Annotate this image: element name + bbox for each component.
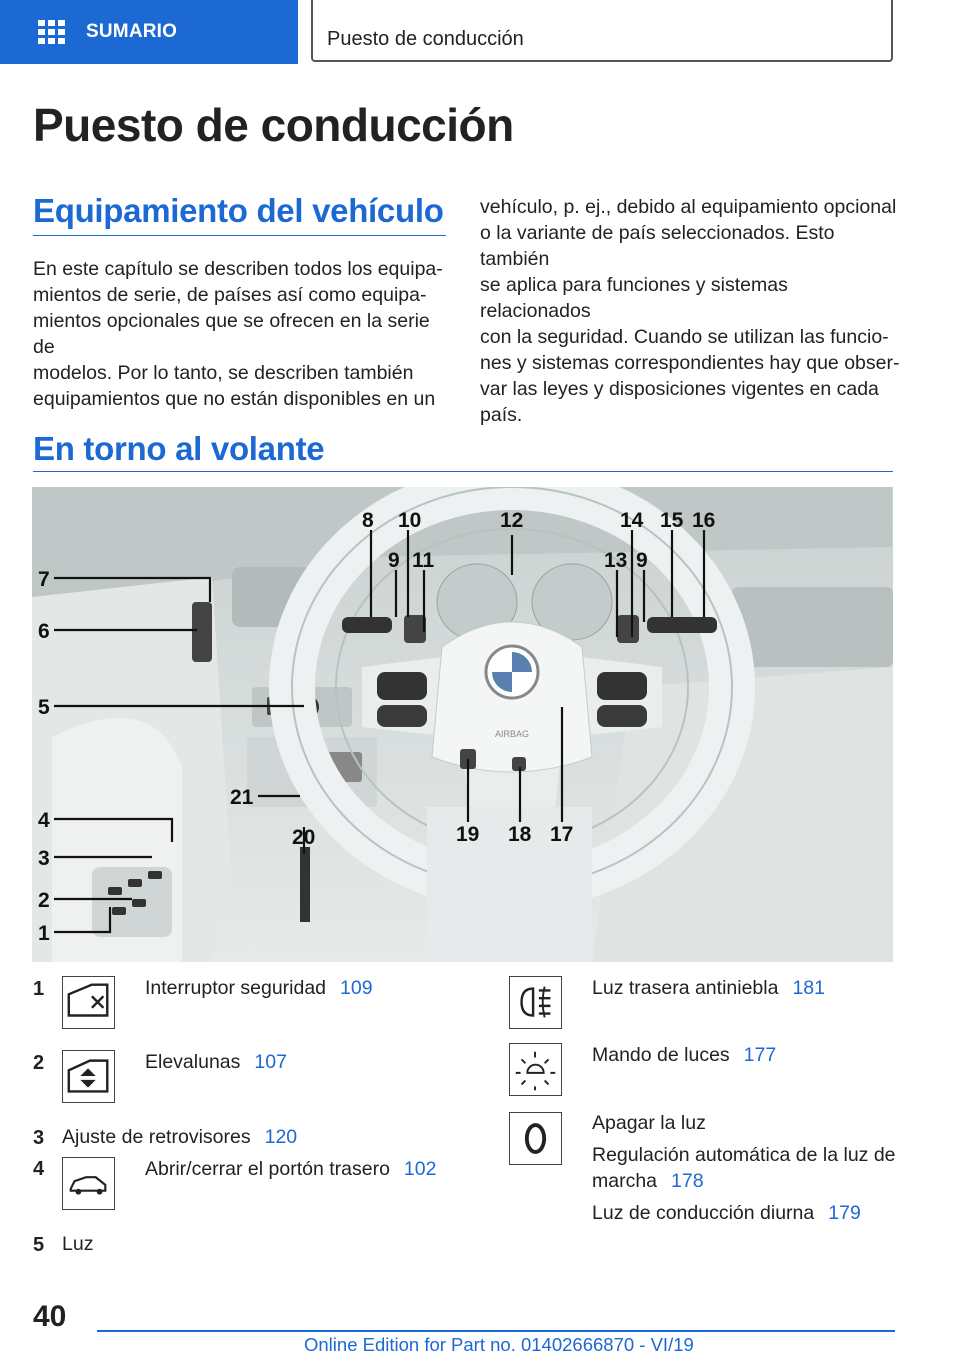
light-switch-icon bbox=[509, 1043, 562, 1096]
legend-num-4: 4 bbox=[33, 1158, 45, 1180]
legend-item-4 bbox=[145, 1156, 436, 1182]
callout-20: 20 bbox=[292, 826, 316, 849]
legend-text-daytime-light: Luz de conducción diurna bbox=[592, 1202, 815, 1224]
callout-21: 21 bbox=[230, 786, 254, 809]
intro-paragraph-left: En este capítulo se describen todos los equipa- mientos de serie, de países así como equipa- mientos opcionales que se ofrecen en la serie de modelos. Por lo tanto, se describen también equipamientos que no están disponibles en un bbox=[33, 258, 443, 410]
callout-9-right: 9 bbox=[636, 549, 648, 572]
callout-10: 10 bbox=[398, 509, 422, 532]
legend-item-light-switch bbox=[592, 1042, 776, 1068]
section-title-equipamiento: Equipamiento del vehículo bbox=[33, 192, 444, 229]
callout-18: 18 bbox=[508, 823, 532, 846]
callout-5: 5 bbox=[38, 696, 50, 719]
callout-8: 8 bbox=[362, 509, 374, 532]
callout-11: 11 bbox=[412, 549, 435, 572]
callout-17: 17 bbox=[550, 823, 574, 846]
legend-item-2 bbox=[145, 1049, 287, 1075]
callout-13: 13 bbox=[604, 549, 628, 572]
window-lift-icon bbox=[62, 1050, 115, 1103]
legend-text-3: Ajuste de retrovisores bbox=[62, 1126, 251, 1148]
intro-paragraph-right: vehículo, p. ej., debido al equipamiento opcional o la variante de país seleccionados. Esto también se aplica para funciones y sistemas relacionados con la seguridad. Cuando se utilizan las funcio- nes y sistemas correspondientes hay que obser- var las leyes y disposiciones vigentes en cada país. bbox=[480, 196, 900, 426]
callout-2: 2 bbox=[38, 889, 50, 912]
legend-text-5: Luz bbox=[62, 1233, 94, 1255]
legend-item-daytime-light bbox=[592, 1200, 861, 1226]
legend-item-rear-fog bbox=[592, 975, 825, 1001]
page-ref-107[interactable]: 107 bbox=[254, 1051, 287, 1073]
legend-text-2: Elevalunas bbox=[145, 1051, 241, 1073]
legend-text-1: Interruptor seguridad bbox=[145, 977, 327, 999]
callout-4: 4 bbox=[38, 809, 50, 832]
page-ref-181[interactable]: 181 bbox=[792, 977, 825, 999]
page-ref-109[interactable]: 109 bbox=[340, 977, 373, 999]
page-ref-179[interactable]: 179 bbox=[828, 1202, 861, 1224]
callout-9-left: 9 bbox=[388, 549, 400, 572]
legend-text-light-switch: Mando de luces bbox=[592, 1044, 730, 1066]
legend-text-4: Abrir/cerrar el portón trasero bbox=[145, 1158, 390, 1180]
callout-6: 6 bbox=[38, 620, 50, 643]
section-title-volante: En torno al volante bbox=[33, 430, 325, 467]
page-ref-178[interactable]: 178 bbox=[671, 1170, 704, 1192]
tailgate-icon bbox=[62, 1157, 115, 1210]
steering-wheel-svg bbox=[32, 487, 893, 962]
footer-rule bbox=[97, 1330, 895, 1332]
rear-fog-light-icon bbox=[509, 976, 562, 1029]
legend-item-3 bbox=[62, 1124, 297, 1150]
page-ref-177[interactable]: 177 bbox=[743, 1044, 777, 1066]
legend-num-1: 1 bbox=[33, 978, 45, 1000]
callout-1: 1 bbox=[38, 922, 50, 945]
callout-19: 19 bbox=[456, 823, 480, 846]
page-title: Puesto de conducción bbox=[33, 99, 514, 151]
steering-wheel-illustration bbox=[32, 487, 893, 962]
airbag-text: AIRBAG bbox=[494, 729, 530, 739]
sumario-label: SUMARIO bbox=[86, 21, 178, 42]
sumario-nav-button[interactable] bbox=[0, 0, 298, 64]
section-rule bbox=[33, 235, 446, 236]
callout-15: 15 bbox=[660, 509, 684, 532]
legend-item-marcha bbox=[592, 1168, 704, 1194]
legend-text-light-off: Apagar la luz bbox=[592, 1112, 706, 1134]
page-number: 40 bbox=[33, 1300, 67, 1333]
legend-num-5: 5 bbox=[33, 1234, 45, 1256]
legend-text-auto-headlight: Regulación automática de la luz de bbox=[592, 1144, 896, 1166]
callout-16: 16 bbox=[692, 509, 716, 532]
legend-text-marcha: marcha bbox=[592, 1170, 658, 1192]
legend-num-2: 2 bbox=[33, 1052, 45, 1074]
legend-item-1 bbox=[145, 975, 373, 1001]
callout-12: 12 bbox=[500, 509, 524, 532]
legend-num-3: 3 bbox=[33, 1127, 45, 1149]
legend-text-rear-fog: Luz trasera antiniebla bbox=[592, 977, 779, 999]
window-lock-icon bbox=[62, 976, 115, 1029]
page-ref-102[interactable]: 102 bbox=[403, 1158, 437, 1180]
callout-7: 7 bbox=[38, 568, 50, 591]
callout-14: 14 bbox=[620, 509, 644, 532]
breadcrumb bbox=[311, 0, 893, 62]
grid-menu-icon bbox=[38, 20, 66, 44]
section-rule bbox=[33, 471, 893, 472]
page-ref-120[interactable]: 120 bbox=[264, 1126, 298, 1148]
breadcrumb-text: Puesto de conducción bbox=[327, 28, 524, 50]
footer-edition[interactable]: Online Edition for Part no. 01402666870 - VI/19 bbox=[304, 1334, 694, 1355]
light-off-icon bbox=[509, 1112, 562, 1165]
callout-3: 3 bbox=[38, 847, 50, 870]
